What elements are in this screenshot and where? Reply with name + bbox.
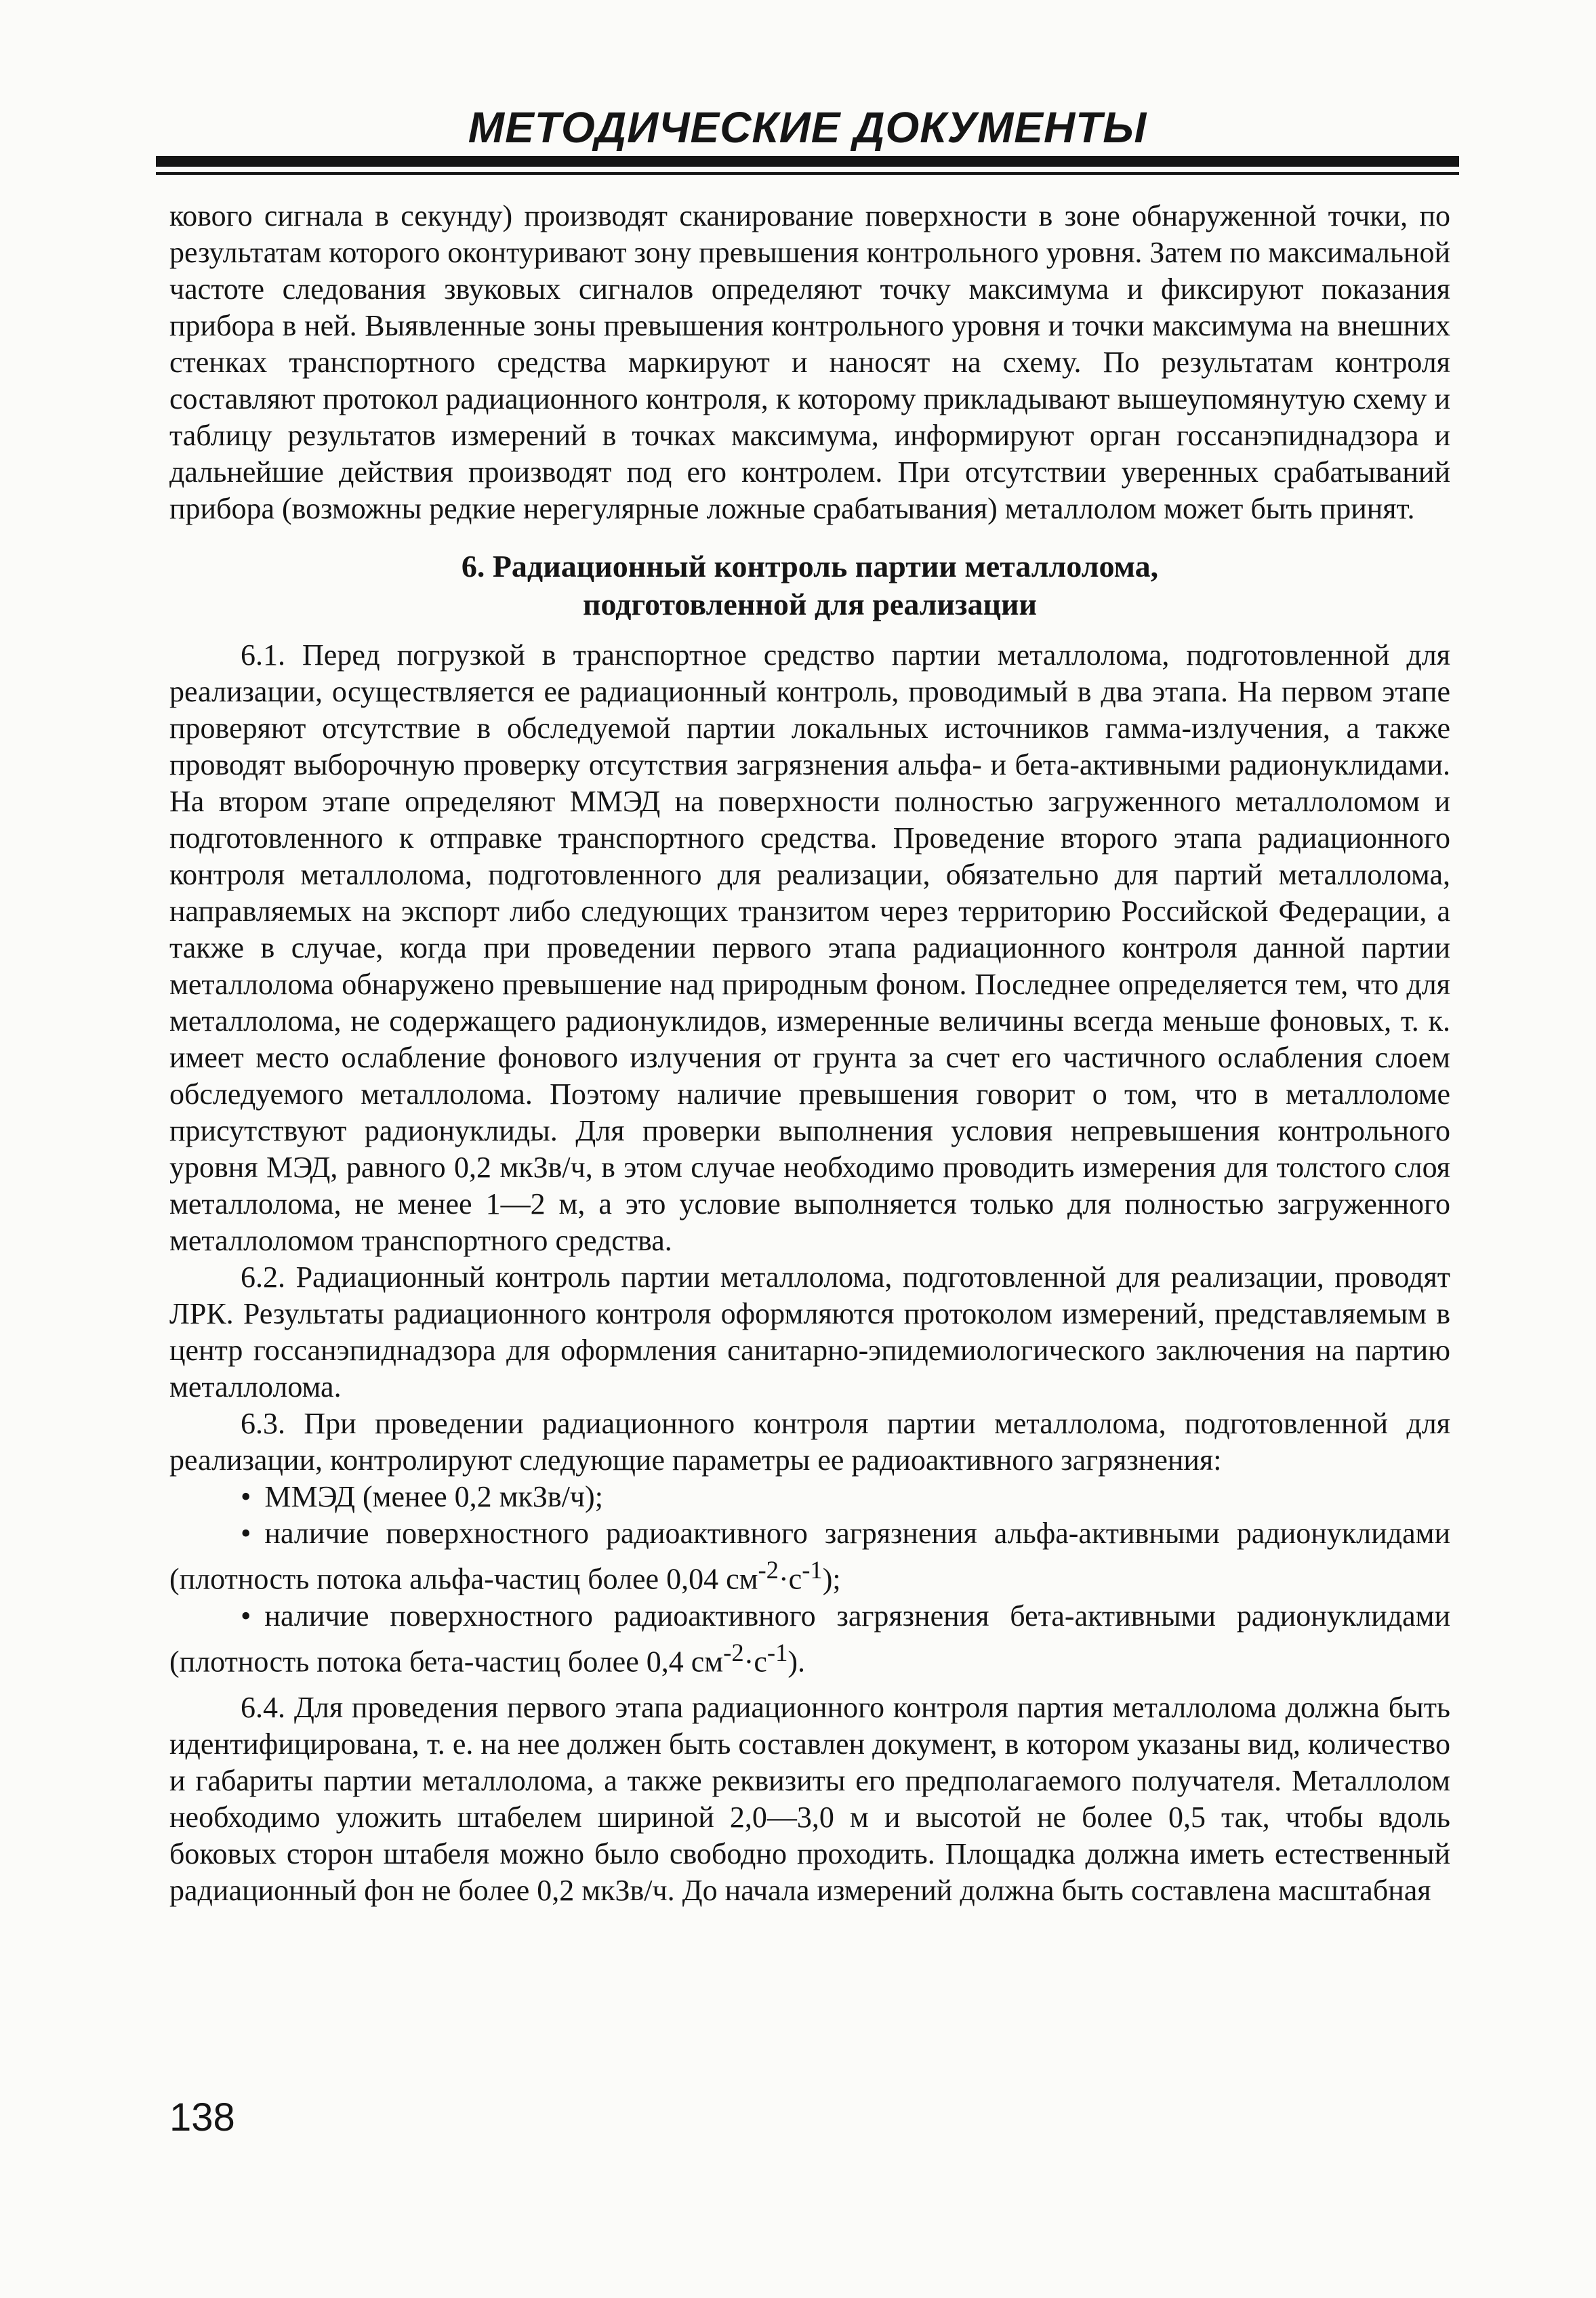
intro-paragraph: кового сигнала в секунду) производят сканирование поверхности в зоне обнаруженной точки, по результатам которого оконтуривают зону превышения контрольного уровня. Затем по максимальной частоте следования звуковых сигналов определяют точку максимума и фиксируют показания прибора в ней. Выявленные зоны превышения контрольного уровня и точки максимума на внешних стенках транспортного средства маркируют и наносят на схему. По результатам контроля составляют протокол радиационного контроля, к которому прикладывают вышеупомянутую схему и таблицу результатов измерений в точках максимума, информируют орган госсанэпиднадзора и дальнейшие действия производят под его контролем. При отсутствии уверенных срабатываний прибора (возможны редкие нерегулярные ложные срабатывания) металлолом может быть принят. (169, 199, 1450, 525)
paragraph-6-3: 6.3. При проведении радиационного контроля партии металлолома, подготовленной для реализации, контролируют следующие параметры ее радиоактивного загрязнения: (169, 1407, 1450, 1477)
list-item-text-end: ); (822, 1562, 841, 1596)
section-heading-line1: 6. Радиационный контроль партии металлолома, (461, 549, 1159, 583)
list-item-text: наличие поверхностного радиоактивного загрязнения бета-активными радионуклидами (плотность потока бета-частиц более 0,4 см (169, 1599, 1450, 1679)
list-item (169, 1515, 1450, 1598)
section-heading (169, 548, 1450, 623)
list-item-text-unit: ·с (743, 1645, 767, 1679)
parameter-list (169, 1479, 1450, 1680)
superscript: -2 (723, 1638, 744, 1666)
bullet-icon: • (241, 1480, 251, 1513)
paragraph-6-1: 6.1. Перед погрузкой в транспортное средство партии металлолома, подготовленной для реализации, осуществляется ее радиационный контроль, проводимый в два этапа. На первом этапе проверяют отсутствие в обследуемой партии локальных источников гамма-излучения, а также проводят выборочную проверку отсутствия загрязнения альфа- и бета-активными радионуклидами. На втором этапе определяют ММЭД на поверхности полностью загруженного металлоломом и подготовленного к отправке транспортного средства. Проведение второго этапа радиационного контроля металлолома, подготовленного для реализации, обязательно для партий металлолома, направляемых на экспорт либо следующих транзитом через территорию Российской Федерации, а также в случае, когда при проведении первого этапа радиационного контроля данной партии металлолома обнаружено превышение над природным фоном. Последнее определяется тем, что для металлолома, не содержащего радионуклидов, измеренные величины всегда меньше фоновых, т. к. имеет место ослабление фонового излучения от грунта за счет его частичного ослабления слоем обследуемого металлолома. Поэтому наличие превышения говорит о том, что в металлоломе присутствуют радионуклиды. Для проверки выполнения условия непревышения контрольного уровня МЭД, равного 0,2 мкЗв/ч, в этом случае необходимо проводить измерения для толстого слоя металлолома, не менее 1—2 м, а это условие выполняется только для полностью загруженного металлоломом транспортного средства. (169, 638, 1450, 1257)
superscript: -1 (766, 1638, 788, 1666)
list-item-text: наличие поверхностного радиоактивного загрязнения альфа-активными радионуклидами (плотность потока альфа-частиц более 0,04 см (169, 1517, 1450, 1596)
header-rule-thin (156, 172, 1459, 175)
running-header-title: МЕТОДИЧЕСКИЕ ДОКУМЕНТЫ (468, 103, 1147, 152)
section-heading-line2: подготовленной для реализации (582, 587, 1038, 621)
superscript: -1 (802, 1556, 823, 1584)
header-rule-thick (156, 156, 1459, 167)
page-number: 138 (169, 2095, 235, 2139)
paragraph-6-4: 6.4. Для проведения первого этапа радиационного контроля партия металлолома должна быть идентифицирована, т. е. на нее должен быть составлен документ, в котором указаны вид, количество и габариты партии металлолома, а также реквизиты его предполагаемого получателя. Металлолом необходимо уложить штабелем шириной 2,0—3,0 м и высотой не более 0,5 так, чтобы вдоль боковых сторон штабеля можно было свободно проходить. Площадка должна иметь естественный радиационный фон не более 0,2 мкЗв/ч. До начала измерений должна быть составлена масштабная (169, 1691, 1450, 1908)
list-item-text-end: ). (787, 1645, 806, 1679)
list-item (169, 1479, 1450, 1515)
list-item (169, 1598, 1450, 1681)
list-item-text-unit: ·с (779, 1562, 802, 1596)
list-item-text: ММЭД (менее 0,2 мкЗв/ч); (264, 1480, 603, 1513)
paragraph-6-2: 6.2. Радиационный контроль партии металлолома, подготовленной для реализации, проводят ЛРК. Результаты радиационного контроля оформляются протоколом измерений, представляемым в центр госсанэпиднадзора для оформления санитарно-эпидемиологического заключения на партию металлолома. (169, 1260, 1450, 1403)
bullet-icon: • (241, 1517, 251, 1550)
bullet-icon: • (241, 1599, 251, 1633)
superscript: -2 (758, 1556, 779, 1584)
body-text (169, 198, 1450, 1909)
